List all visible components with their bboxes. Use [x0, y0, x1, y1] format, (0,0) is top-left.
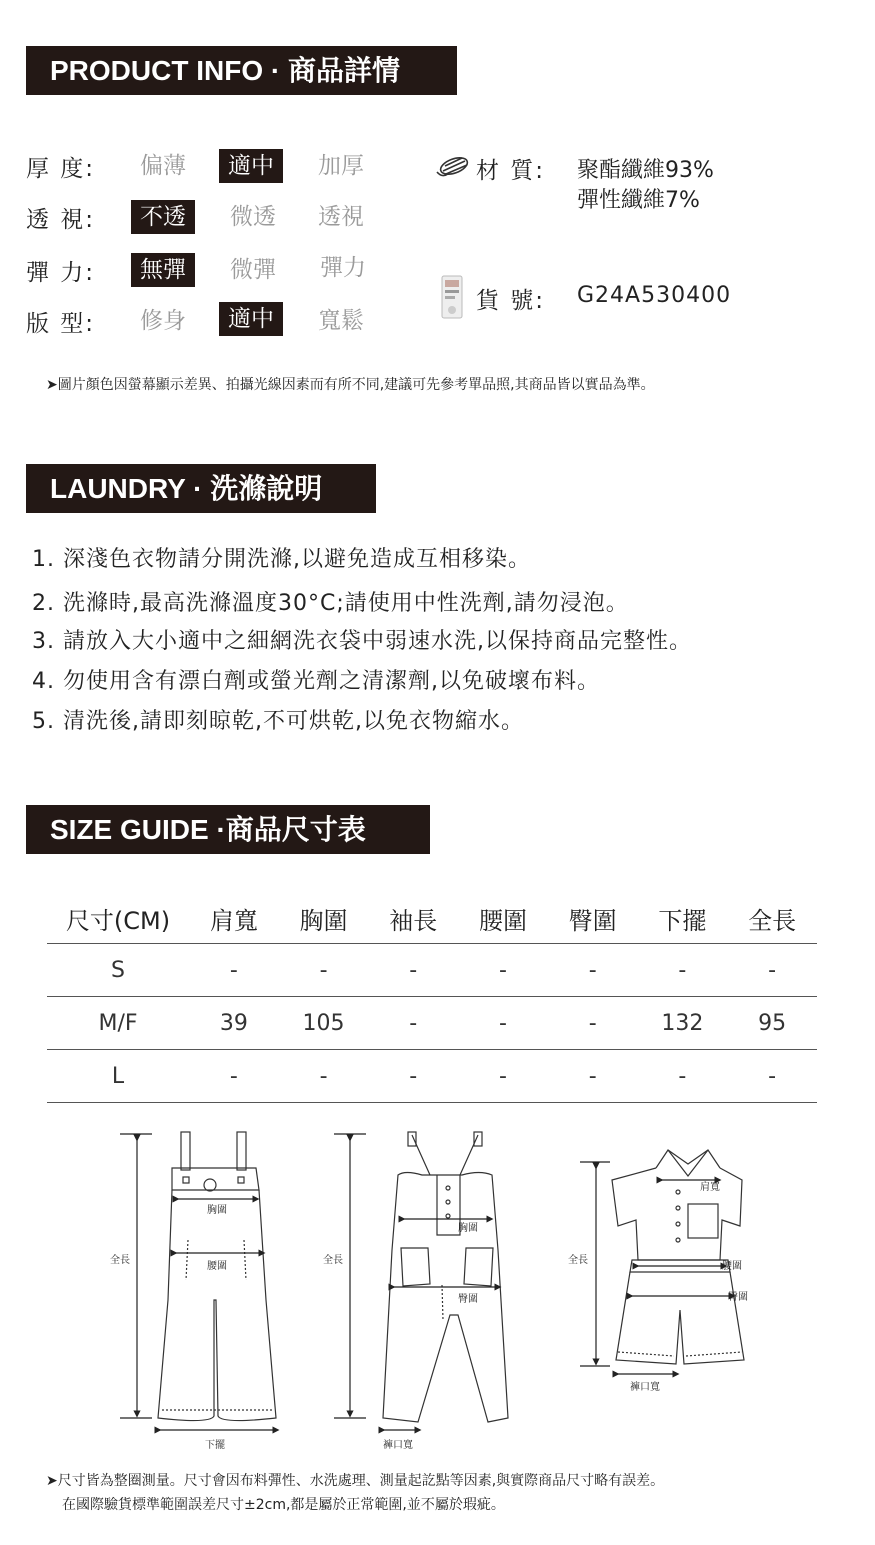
- diagram-label-full-length: 全長: [110, 1255, 130, 1266]
- table-cell: -: [638, 1050, 728, 1103]
- table-row: [47, 997, 817, 1050]
- diagram-label-hem: 下擺: [205, 1440, 225, 1451]
- size-cell: S: [47, 944, 189, 997]
- table-cell: -: [638, 944, 728, 997]
- laundry-header: LAUNDRY · 洗滌說明: [26, 464, 376, 513]
- table-cell: -: [279, 1050, 369, 1103]
- table-cell: -: [458, 1050, 548, 1103]
- attr-option: 修身: [140, 308, 186, 334]
- size-cell: L: [47, 1050, 189, 1103]
- table-cell: -: [189, 1050, 279, 1103]
- table-cell: -: [727, 944, 817, 997]
- product-info-header: PRODUCT INFO · 商品詳情: [26, 46, 457, 95]
- column-header: 全長: [727, 893, 817, 944]
- diagram-label-hip: 臀圍: [458, 1294, 478, 1305]
- measurement-diagrams: [0, 1120, 875, 1460]
- table-row: [47, 944, 817, 997]
- diagram-label-hip: 臀圍: [728, 1292, 748, 1303]
- column-header: 腰圍: [458, 893, 548, 944]
- attr-option-selected: 無彈: [131, 253, 195, 287]
- attr-option-selected: 適中: [219, 149, 283, 183]
- attr-label: 版 型:: [26, 311, 96, 337]
- table-cell: -: [458, 997, 548, 1050]
- table-cell: 39: [189, 997, 279, 1050]
- column-header: 尺寸(CM): [47, 893, 189, 944]
- material-label: 材 質:: [476, 158, 546, 184]
- size-guide-header: SIZE GUIDE ·商品尺寸表: [26, 805, 430, 854]
- table-cell: -: [279, 944, 369, 997]
- attr-option: 偏薄: [140, 153, 186, 179]
- laundry-item: 3. 請放入大小適中之細網洗衣袋中弱速水洗,以保持商品完整性。: [32, 629, 692, 654]
- table-cell: -: [727, 1050, 817, 1103]
- attr-option-selected: 不透: [131, 200, 195, 234]
- item-no-value: G24A530400: [577, 283, 732, 308]
- attr-label: 透 視:: [26, 207, 96, 233]
- attr-label: 厚 度:: [26, 156, 96, 182]
- column-header: 下擺: [638, 893, 728, 944]
- romper-diagram: [612, 1150, 744, 1364]
- table-cell: 132: [638, 997, 728, 1050]
- size-cell: M/F: [47, 997, 189, 1050]
- column-header: 胸圍: [279, 893, 369, 944]
- material-line: 彈性纖維7%: [577, 188, 700, 213]
- attr-option-selected: 適中: [219, 302, 283, 336]
- size-table: [47, 893, 817, 1103]
- arrow-right-icon: ➤: [46, 1473, 58, 1489]
- table-cell: -: [548, 997, 638, 1050]
- table-cell: -: [368, 997, 458, 1050]
- size-note-2: 在國際驗貨標準範圍誤差尺寸±2cm,都是屬於正常範圍,並不屬於瑕疵。: [62, 1497, 505, 1513]
- column-header: 肩寬: [189, 893, 279, 944]
- diagram-label-full-length: 全長: [323, 1255, 343, 1266]
- table-row: [47, 1050, 817, 1103]
- column-header: 袖長: [368, 893, 458, 944]
- diagram-label-waist: 腰圍: [207, 1261, 227, 1272]
- item-no-label: 貨 號:: [476, 288, 546, 314]
- diagram-label-shoulder: 肩寬: [700, 1182, 720, 1193]
- table-cell: -: [368, 944, 458, 997]
- attr-option: 微彈: [230, 257, 276, 283]
- table-cell: 105: [279, 997, 369, 1050]
- table-cell: -: [548, 1050, 638, 1103]
- attr-label: 彈 力:: [26, 260, 96, 286]
- attr-option: 加厚: [318, 153, 364, 179]
- size-table-header-row: [47, 893, 817, 944]
- laundry-item: 4. 勿使用含有漂白劑或螢光劑之清潔劑,以免破壞布料。: [32, 669, 600, 694]
- table-cell: -: [189, 944, 279, 997]
- tag-icon: [441, 275, 463, 319]
- laundry-item: 5. 清洗後,請即刻晾乾,不可烘乾,以免衣物縮水。: [32, 709, 524, 734]
- diagram-label-chest: 胸圍: [207, 1205, 227, 1216]
- size-note-1: [46, 1470, 664, 1490]
- laundry-item: 2. 洗滌時,最高洗滌溫度30°C;請使用中性洗劑,請勿浸泡。: [32, 591, 629, 616]
- thread-spool-icon: [434, 152, 474, 180]
- arrow-right-icon: ➤: [46, 377, 58, 393]
- table-cell: -: [368, 1050, 458, 1103]
- attr-option: 寬鬆: [318, 308, 364, 334]
- color-disclaimer: [46, 374, 655, 394]
- diagram-label-leg-opening: 褲口寬: [630, 1382, 660, 1393]
- table-cell: 95: [727, 997, 817, 1050]
- attr-option: 彈力: [320, 255, 366, 281]
- column-header: 臀圍: [548, 893, 638, 944]
- color-disclaimer-text: 圖片顏色因螢幕顯示差異、拍攝光線因素而有所不同,建議可先參考單品照,其商品皆以實品為準。: [57, 377, 655, 393]
- diagram-label-leg-opening: 褲口寬: [383, 1440, 413, 1451]
- overalls-wide-diagram: [158, 1132, 276, 1421]
- diagram-label-chest: 胸圍: [458, 1223, 478, 1234]
- table-cell: -: [458, 944, 548, 997]
- attr-option: 微透: [230, 204, 276, 230]
- laundry-item: 1. 深淺色衣物請分開洗滌,以避免造成互相移染。: [32, 547, 531, 572]
- overalls-slim-diagram: [383, 1132, 508, 1422]
- table-cell: -: [548, 944, 638, 997]
- diagram-label-waist: 腰圍: [722, 1261, 742, 1272]
- material-line: 聚酯纖維93%: [577, 158, 714, 183]
- size-note-text: 尺寸皆為整圈測量。尺寸會因布料彈性、水洗處理、測量起訖點等因素,與實際商品尺寸略有誤差。: [57, 1473, 665, 1489]
- diagram-label-full-length: 全長: [568, 1255, 588, 1266]
- attr-option: 透視: [318, 204, 364, 230]
